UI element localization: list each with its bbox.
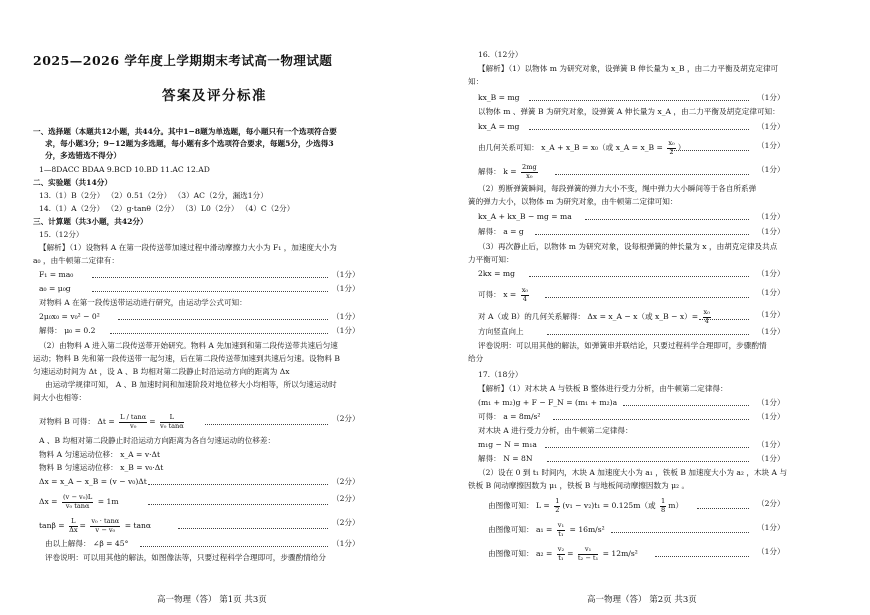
equation-rhs: = 12m/s² [602,549,638,558]
dot-leader [697,502,749,509]
dot-leader [529,123,749,130]
experiment-13-answers: 13.（1）B（2分） （2）0.51（2分） （3）AC（2分，漏选1分） [39,191,268,200]
fraction [119,414,147,430]
equation: m₁g − N = m₁a [478,440,537,449]
dot-leader [547,455,749,462]
score: （1分） [757,288,785,297]
solution-text: 对木块 A 进行受力分析，由牛顿第二定律得： [478,426,633,435]
numerator: x₀ [668,139,675,147]
equation: 由以上解得： ∠β = 45° [45,539,129,548]
score: （1分） [757,141,785,150]
equation-rhs: = tanα [124,521,152,530]
fraction [69,518,77,534]
denominator: 4 [704,316,709,325]
numerator: v₀ · tanα [91,517,120,525]
dot-leader [545,441,749,448]
equation: 由图像可知： a₂ = $\frac{\text{v₂}}{\text{t₁}}$ = $\frac{\text{v₁}}{\text{t₂ − t₁}}$ = 12m/s² [488,545,638,562]
equation: Δx = x_A − x_B = (v − v₀)Δt [39,477,147,486]
section-1-heading: 一、选择题（本题共12小题，共44分。其中1−8题为单选题，每小题只有一个选项符合要 [33,127,337,136]
numerator: v₁ [557,521,565,529]
section-1-text: 求，每小题3分；9−12题为多选题，每小题有多个选项符合要求，每题5分，少选得3 [45,139,334,148]
dot-leader [148,478,328,485]
score: （1分） [757,547,785,556]
denominator: Δx [69,525,78,534]
equation-rhs: (v₁ − v₂)t₁ = 0.125m（或 [562,501,656,510]
question-17-heading: 17.（18分） [478,370,523,379]
exam-title: 2025—2026 学年度上学期期末考试高一物理试题 [33,53,333,68]
score: （1分） [757,122,785,131]
score: （2分） [332,518,360,527]
denominator: 2 [555,505,560,514]
page-footer: 高一物理（答） 第2页 共3页 [587,595,697,605]
question-15-heading: 15.（12分） [39,230,84,239]
score: （1分） [757,398,785,407]
dot-leader [623,399,749,406]
page-subtitle: 答案及评分标准 [162,88,267,104]
equation-rhs: = 16m/s² [569,525,605,534]
fraction [578,546,598,562]
denominator: t₁ [558,529,564,538]
score: （1分） [332,539,360,548]
choice-answers: 1—8DACC BDAA 9.BCD 10.BD 11.AC 12.AD [39,165,210,174]
fraction [660,498,666,514]
dot-leader [140,540,328,547]
dot-leader [547,328,749,335]
solution-text: 簧的弹力大小，以物体 m 为研究对象，由牛顿第二定律可知： [468,197,678,206]
equation-lhs: tanβ = [39,521,65,530]
equation [478,309,713,325]
solution-text: 间大小也相等： [33,393,87,402]
dot-leader [611,526,749,533]
score: （1分） [757,93,785,102]
fraction [62,494,93,510]
denominator: t₂ − t₁ [577,553,599,562]
equation-lhs: 对物料 B 可得： Δt = [39,417,115,426]
equation [478,164,540,180]
fraction [521,287,529,303]
equation-lhs: 可得： x = [478,290,517,299]
section-1-text: 分，多选错选不得分） [45,151,121,160]
solution-text: 【解析】（1）设物料 A 在第一段传送带加速过程中滑动摩擦力大小为 F₁ ，加速度大小为 [39,243,337,252]
denominator: v₀ tanα [65,501,90,510]
equation: 可得： a = 8m/s² [478,412,541,421]
fraction [90,518,120,534]
fraction [554,498,560,514]
equation: kx_A + kx_B − mg = ma [478,212,572,221]
equation: 2kx = mg [478,269,515,278]
equation [488,498,683,514]
solution-text: 由运动学规律可知， A 、B 加速时间和加速阶段对地位移大小均相等，所以匀速运动时 [45,380,337,389]
dot-leader [671,144,749,151]
numerator: L [69,518,77,527]
score: （1分） [332,326,360,335]
score: （1分） [757,269,785,278]
fraction [557,546,565,562]
equation: a₀ = μ₀g [39,284,71,293]
section-2-heading: 二、实验题（共14分） [33,178,112,187]
denominator: v₀ tanα [159,421,184,430]
score: （1分） [757,310,785,319]
solution-text: （3）再次静止后，以物体 m 为研究对象，设每根弹簧的伸长量为 x ，由胡克定律及共点 [478,242,778,251]
dot-leader [545,291,749,298]
denominator: v − v₀ [95,525,116,534]
solution-text: 运动；物料 B 先和第一段传送带一起匀速，后在第二段传送带加速到共速后匀速。设物料 B [33,354,340,363]
dot-leader [553,413,749,420]
score: （1分） [757,327,785,336]
equation-lhs: 由图像可知： a₁ = [488,525,553,534]
dot-leader [529,94,749,101]
score: （1分） [332,284,360,293]
dot-leader [699,313,749,320]
section-3-heading: 三、计算题（共3小题，共42分） [33,217,148,226]
score: （1分） [332,270,360,279]
score: （1分） [757,523,785,532]
equation-lhs: 对 A（或 B）的几何关系解得： Δx = x_A − x（或 x_B − x）= [478,312,699,321]
equation [488,522,605,538]
grading-note: 评卷说明：可以用其他的解法，如图像法等，只要过程科学合理即可，步骤酌情给分 [45,553,326,562]
score: （1分） [757,165,785,174]
score: （1分） [757,440,785,449]
solution-text: 力平衡可知： [468,255,514,264]
equation-lhs: 解得： k = [478,167,517,176]
equation: F₁ = ma₀ [39,270,74,279]
denominator: 2 [669,147,674,156]
grading-note: 评卷说明：可以用其他的解法，如弹簧串并联结论，只要过程科学合理即可，步骤酌情 [478,341,767,350]
fraction [557,522,565,538]
score: （2分） [332,414,360,423]
fraction [521,164,538,180]
equation-unit: m） [668,501,684,510]
dot-leader [585,213,749,220]
dot-leader [118,313,328,320]
equation-lhs: 由几何关系可知： x_A + x_B = x₀（或 x_A = x_B = [478,143,663,152]
numerator: x₀ [703,308,710,316]
equation: 物料 B 匀速运动位移： x_B = v₀·Δt [39,463,164,472]
numerator: v₁ [578,546,598,555]
numerator: v₂ [557,545,565,553]
solution-text: 【解析】（1）对木块 A 与铁板 B 整体进行受力分析，由牛顿第二定律得： [478,384,728,393]
solution-text: （2）由物料 A 进入第二段传送带开始研究。物料 A 先加速到和第二段传送带共速后匀速 [39,341,338,350]
question-16-heading: 16.（12分） [478,50,523,59]
denominator: t₁ [558,553,564,562]
numerator: 1 [661,497,666,505]
dot-leader [655,550,749,557]
denominator: 4 [522,294,527,303]
equation: 解得： a = g [478,227,524,236]
equation: 方向竖直向上 [478,327,524,336]
denominator: x₀ [526,171,533,180]
score: （1分） [757,227,785,236]
equation: 解得： μ₀ = 0.2 [39,326,96,335]
fraction [160,414,184,430]
page-2 [435,0,870,615]
solution-text: 以物体 m 、弹簧 B 为研究对象，设弹簧 A 伸长量为 x_A ，由二力平衡及胡克定律可知： [478,107,780,116]
solution-text: 对物料 A 在第一段传送带运动进行研究，由运动学公式可知： [39,298,247,307]
numerator: 1 [555,497,560,505]
dot-leader [178,522,328,529]
score: （1分） [757,454,785,463]
grading-note: 给分 [468,354,484,363]
score: （1分） [757,412,785,421]
numerator: L [160,414,184,423]
dot-leader [529,270,749,277]
dot-leader [205,418,328,425]
equation [478,140,685,156]
solution-text: 知： [468,77,484,86]
numerator: L / tanα [120,413,147,421]
experiment-14-answers: 14.（1）A（2分） （2）g·tanθ（2分） （3）L0（2分） （4）C（2分） [39,204,295,213]
solution-text: （2）剪断弹簧瞬间，每段弹簧的弹力大小不变，绳中弹力大小瞬间等于各自所系弹 [478,184,757,193]
score: （1分） [757,212,785,221]
denominator: 8 [661,505,666,514]
equation: (m₁ + m₂)g + F − F_N = (m₁ + m₂)a [478,398,618,407]
equation: 2μ₀x₀ = v₀² − 0² [39,312,100,321]
page-footer: 高一物理（答） 第1页 共3页 [157,595,267,605]
solution-text: a₀ ，由牛顿第二定律有： [33,256,119,265]
equation-lhs: 由图像可知： L = [488,501,550,510]
dot-leader [110,327,328,334]
solution-text: 匀速运动时间为 Δt ，设 A 、B 均相对第二段静止时沿运动方向的距离为 Δx [33,367,290,376]
solution-text: 【解析】（1）以物体 m 为研究对象，设弹簧 B 伸长量为 x_B ，由二力平衡及胡克定律可 [478,64,779,73]
score: （1分） [332,312,360,321]
equation-rhs: ） [677,143,686,152]
equation [39,494,119,510]
equation: tanβ = $\frac{L}{\Delta x}$ = $\frac{\text{v₀ · tanα}}{\text{v − v₀}}$ = tanα [39,517,152,534]
score: （2分） [332,494,360,503]
dot-leader [92,285,328,292]
dot-leader [535,228,749,235]
equation: 对物料 B 可得： Δt = $\frac{L / \tan\alpha}{\text{v₀}}$ = $\frac{L}{\text{v₀ tanα}}$ [39,413,184,430]
dot-leader [555,168,749,175]
numerator: (v − v₀)L [62,493,93,501]
dot-leader [148,498,328,505]
equation-rhs: = 1m [97,497,119,506]
equation: 解得： N = 8N [478,454,533,463]
solution-text: （2）设在 0 到 t₁ 时间内，木块 A 加速度大小为 a₁ ，铁板 B 加速度大小为 a₂ ，木块 A 与 [478,468,788,477]
equation: kx_B = mg [478,93,520,102]
equation-lhs: Δx = [39,497,58,506]
equation-lhs: 由图像可知： a₂ = [488,549,553,558]
equation: 物料 A 匀速运动位移： x_A = v·Δt [39,450,161,459]
solution-text: A 、B 均相对第二段静止时沿运动方向距离为各自匀速运动的位移差： [39,436,276,445]
equation [478,287,531,303]
dot-leader [92,271,328,278]
equation: kx_A = mg [478,122,520,131]
score: （2分） [757,499,785,508]
score: （2分） [332,477,360,486]
denominator: v₀ [129,421,137,430]
numerator: 2mg [522,163,537,171]
numerator: x₀ [521,286,529,294]
solution-text: 铁板 B 间动摩擦因数为 μ₁ ，铁板 B 与地板间动摩擦因数为 μ₂ 。 [468,481,690,490]
